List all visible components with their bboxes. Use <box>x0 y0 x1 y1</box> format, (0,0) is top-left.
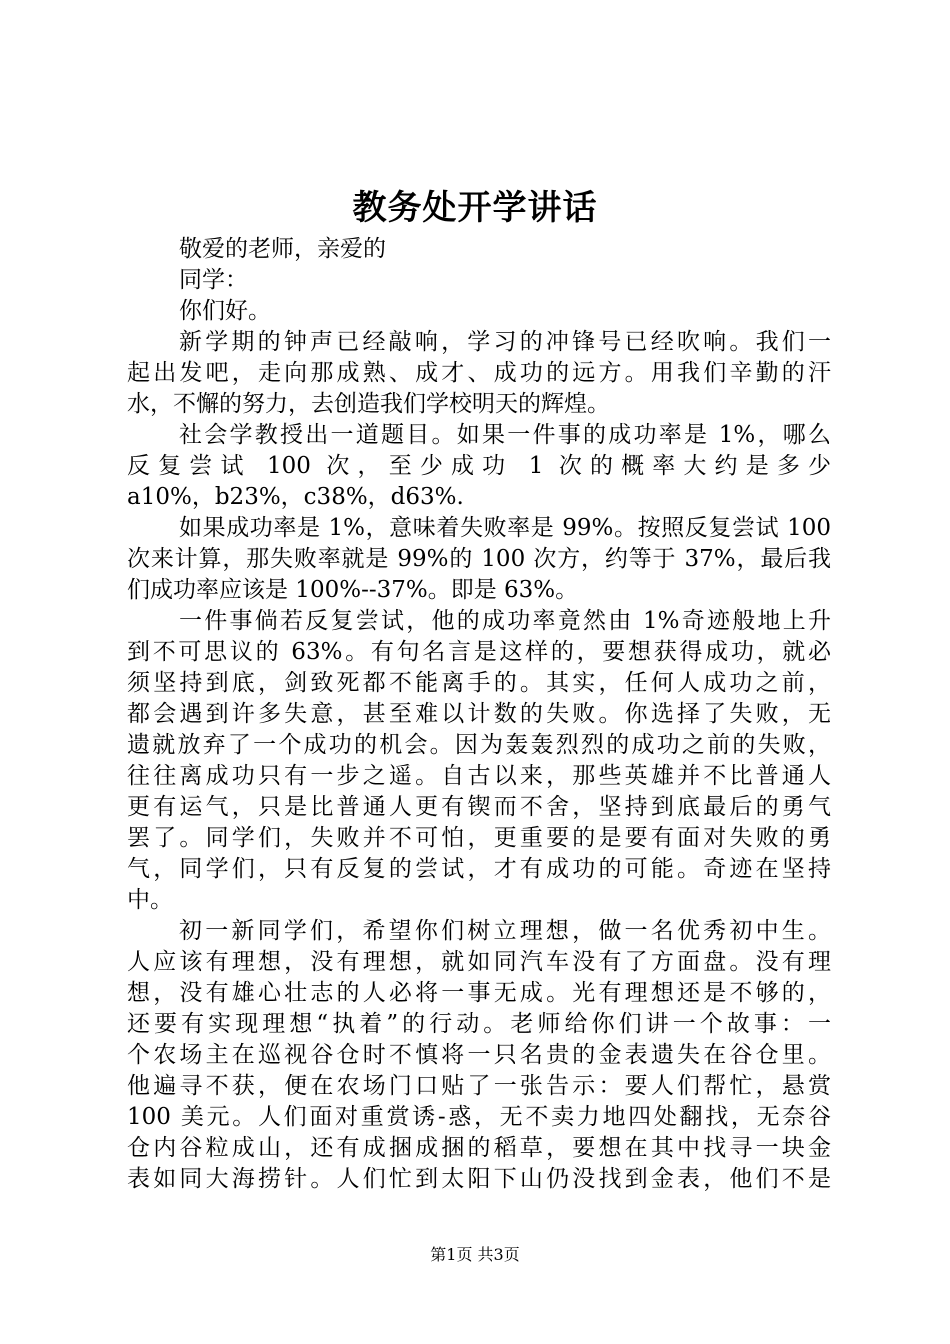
text-line: 新学期的钟声已经敲响，学习的冲锋号已经吹响。我们一 <box>179 329 831 355</box>
text-line: 人应该有理想，没有理想，就如同汽车没有了方面盘。没有理 <box>127 949 831 975</box>
text-line: 罢了。同学们，失败并不可怕，更重要的是要有面对失败的勇 <box>127 825 831 851</box>
text-line: 水，不懈的努力，去创造我们学校明天的辉煌。 <box>127 391 610 417</box>
text-line: 反复尝试 100 次，至少成功 1 次的概率大约是多少 <box>127 453 831 479</box>
text-line: 中。 <box>127 887 173 913</box>
text-line: 遗就放弃了一个成功的机会。因为轰轰烈烈的成功之前的失败， <box>127 732 831 758</box>
text-line: 须坚持到底，剑致死都不能离手的。其实，任何人成功之前， <box>127 670 831 696</box>
text-line: 社会学教授出一道题目。如果一件事的成功率是 1%，哪么 <box>179 422 831 448</box>
text-line: 次来计算，那失败率就是 99%的 100 次方，约等于 37%，最后我 <box>127 546 831 572</box>
text-line: 们成功率应该是 100%--37%。即是 63%。 <box>127 577 579 603</box>
text-line: 一件事倘若反复尝试，他的成功率竟然由 1%奇迹般地上升 <box>179 608 831 634</box>
text-line: 起出发吧，走向那成熟、成才、成功的远方。用我们辛勤的汗 <box>127 360 831 386</box>
text-line: 气，同学们，只有反复的尝试，才有成功的可能。奇迹在坚持 <box>127 856 831 882</box>
text-line: 他遍寻不获，便在农场门口贴了一张告示：要人们帮忙，悬赏 <box>127 1073 831 1099</box>
text-line: 初一新同学们，希望你们树立理想，做一名优秀初中生。 <box>179 918 831 944</box>
text-line: 同学： <box>179 267 248 293</box>
document-title: 教务处开学讲话 <box>352 188 598 228</box>
text-line: 还要有实现理想“执着”的行动。老师给你们讲一个故事：一 <box>127 1011 831 1037</box>
text-line: 个农场主在巡视谷仓时不慎将一只名贵的金表遗失在谷仓里。 <box>127 1042 831 1068</box>
text-line: 想，没有雄心壮志的人必将一事无成。光有理想还是不够的， <box>127 980 831 1006</box>
text-line: 更有运气，只是比普通人更有锲而不舍，坚持到底最后的勇气 <box>127 794 831 820</box>
text-line: 往往离成功只有一步之遥。自古以来，那些英雄并不比普通人 <box>127 763 831 789</box>
text-line: 如果成功率是 1%，意味着失败率是 99%。按照反复尝试 100 <box>179 515 831 541</box>
text-line: 到不可思议的 63%。有句名言是这样的，要想获得成功，就必 <box>127 639 831 665</box>
text-line: a10%，b23%，c38%，d63%. <box>127 484 464 510</box>
text-line: 敬爱的老师，亲爱的 <box>179 236 386 262</box>
text-line: 都会遇到许多失意，甚至难以计数的失败。你选择了失败，无 <box>127 701 831 727</box>
text-line: 100 美元。人们面对重赏诱-惑，无不卖力地四处翻找，无奈谷 <box>127 1104 831 1130</box>
page-number-footer: 第1页 共3页 <box>430 1245 520 1264</box>
text-line: 你们好。 <box>179 298 271 324</box>
text-line: 表如同大海捞针。人们忙到太阳下山仍没找到金表，他们不是 <box>127 1166 831 1192</box>
text-line: 仓内谷粒成山，还有成捆成捆的稻草，要想在其中找寻一块金 <box>127 1135 831 1161</box>
document-body <box>127 234 831 1195</box>
